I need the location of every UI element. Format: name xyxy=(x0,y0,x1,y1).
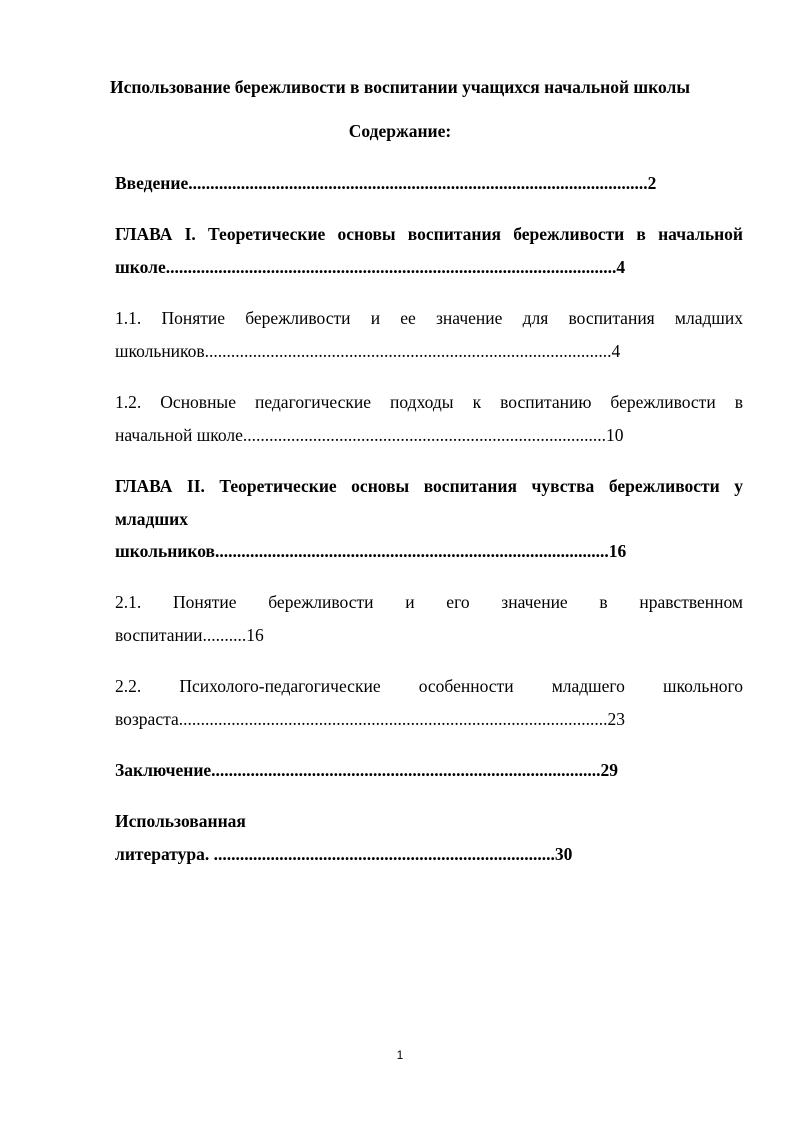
contents-heading: Содержание: xyxy=(348,121,452,141)
document-title: Использование бережливости в воспитании учащихся начальной школы xyxy=(109,77,691,97)
toc-entry-intro: Введение.........................................................................................................2 xyxy=(115,173,657,193)
toc-entry-chapter-1-line-2: школе.......................................................................................................4 xyxy=(115,257,626,277)
toc-entry-literature-line-2: литература. ..............................................................................30 xyxy=(115,844,573,864)
toc-entry-chapter-2-line-1: ГЛАВА II. Теоретические основы воспитания чувства бережливости у xyxy=(115,476,743,496)
toc-entry-chapter-2-line-3: школьников..........................................................................................16 xyxy=(115,541,627,561)
toc-entry-literature-line-1: Использованная xyxy=(115,811,246,831)
toc-entry-1-2-line-1: 1.2. Основные педагогические подходы к воспитанию бережливости в xyxy=(115,392,743,412)
toc-entry-2-2-line-2: возраста..................................................................................................23 xyxy=(115,709,625,729)
toc-entry-1-1-line-2: школьников.............................................................................................4 xyxy=(115,341,621,361)
toc-entry-1-1-line-1: 1.1. Понятие бережливости и ее значение для воспитания младших xyxy=(115,308,743,328)
toc-entry-2-2-line-1: 2.2. Психолого-педагогические особенности младшего школьного xyxy=(115,676,743,696)
page-number: 1 xyxy=(396,1048,404,1062)
toc-entry-chapter-2-line-2: младших xyxy=(115,509,188,529)
toc-entry-2-1-line-1: 2.1. Понятие бережливости и его значение в нравственном xyxy=(115,592,743,612)
toc-entry-conclusion: Заключение.........................................................................................29 xyxy=(115,760,619,780)
toc-entry-1-2-line-2: начальной школе...................................................................................10 xyxy=(115,425,624,445)
toc-entry-2-1-line-2: воспитании..........16 xyxy=(115,625,264,645)
toc-entry-chapter-1-line-1: ГЛАВА I. Теоретические основы воспитания бережливости в начальной xyxy=(115,224,743,244)
